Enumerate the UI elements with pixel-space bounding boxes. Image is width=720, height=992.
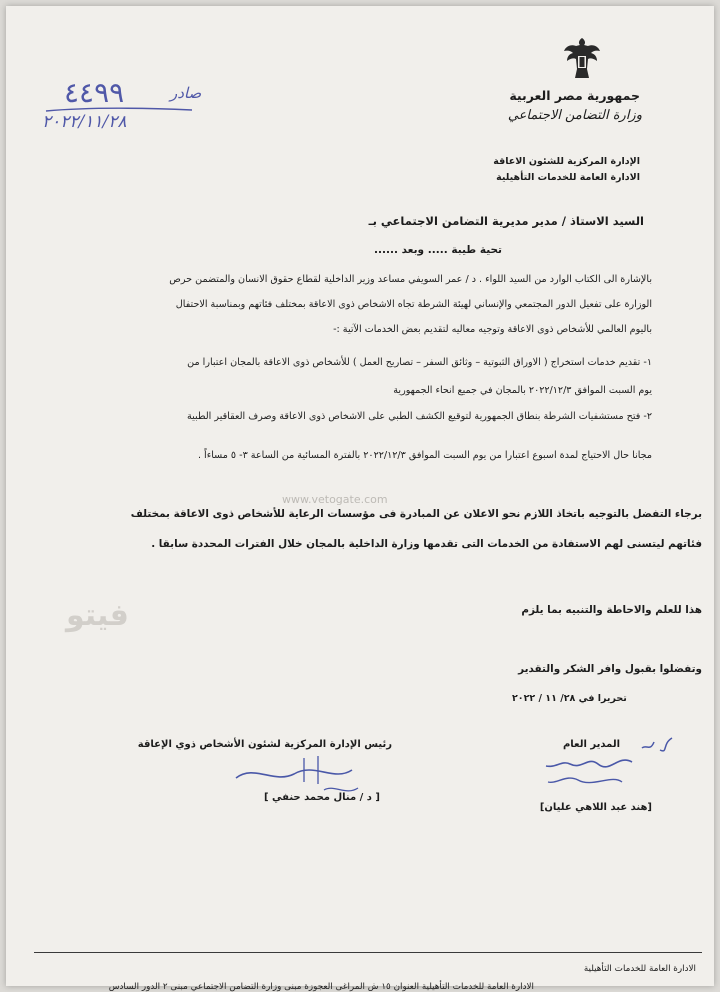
footer-divider [34, 952, 702, 953]
issue-date: تحريرا في ٢٨/ ١١ / ٢٠٢٢ [512, 693, 627, 704]
closing-note: هذا للعلم والاحاطة والتنبيه بما يلزم [521, 604, 702, 616]
body-item-1: ١- تقديم خدمات استخراج ( الاوراق الثبوتية – وثائق السفر – تصاريح العمل ) للأشخاص ذوى الاعاقة بالمجان اعتبارا من [187, 357, 652, 368]
body-item-1-cont: يوم السبت الموافق ٢٠٢٢/١٢/٣ بالمجان في جميع انحاء الجمهورية [393, 385, 652, 396]
request-line: برجاء التفضل بالتوجيه باتخاذ اللازم نحو الاعلان عن المبادرة فى مؤسسات الرعاية للأشخاص ذوى الاعاقة بمختلف [130, 508, 702, 520]
addressee: السيد الاستاذ / مدير مديرية التضامن الاجتماعي بـ [368, 214, 644, 228]
site-logo: فيتو [66, 598, 129, 633]
underline-stroke [42, 106, 202, 116]
outgoing-number: ٤٤٩٩ [64, 76, 125, 109]
handwritten-reference [42, 76, 202, 146]
signatory-name-right: [هند عبد اللاهي عليان] [539, 802, 652, 813]
letter-page [6, 6, 714, 992]
footer-address: الادارة العامة للخدمات التأهيلية العنوان ١٥ ش المراغى العجوزة مبنى وزارة التضامن الاجتماعي مبنى ٢ الدور السادس [108, 982, 534, 992]
signatory-title-left: رئيس الإدارة المركزية لشئون الأشخاص ذوي الإعاقة [137, 739, 392, 750]
eagle-emblem-icon [562, 36, 602, 82]
outgoing-date: ٢٠٢٢/١١/٢٨ [42, 112, 127, 132]
signatory-title-right: المدير العام [562, 739, 620, 750]
footer-department: الادارة العامة للخدمات التأهيلية [583, 964, 696, 974]
request-line: فئاتهم ليتسنى لهم الاستفادة من الخدمات التى تقدمها وزارة الداخلية بالمجان خلال الفترات المحددة سابقا . [151, 538, 702, 550]
general-admin-name: الادارة العامة للخدمات التأهيلية [496, 172, 640, 183]
country-name: جمهورية مصر العربية [509, 88, 640, 103]
body-line: بالإشارة الى الكتاب الوارد من السيد اللواء . د / عمر السويفي مساعد وزير الداخلية لقطاع حقوق الانسان والمتضمن حرص [169, 274, 652, 285]
body-line: باليوم العالمي للأشخاص ذوى الاعاقة وتوجيه معاليه لتقديم بعض الخدمات الآتية :- [333, 324, 652, 335]
closing-regards: وتفضلوا بقبول وافر الشكر والتقدير [518, 663, 702, 675]
body-line: الوزارة على تفعيل الدور المجتمعي والإنساني لهيئة الشرطة تجاه الاشخاص ذوى الاعاقة بمختلف فئاتهم وبمناسبة الاحتفال [175, 299, 652, 310]
watermark: www.vetogate.com [282, 493, 388, 506]
greeting: تحية طيبة ..... وبعد ...... [374, 244, 502, 256]
department-name: الإدارة المركزية للشئون الاعاقة [493, 156, 640, 167]
signatory-name-left: [ د / منال محمد حنفي ] [263, 792, 380, 803]
ministry-name: وزارة التضامن الاجتماعي [507, 108, 642, 123]
outgoing-label: صادر [170, 84, 202, 102]
body-item-2-cont: مجانا حال الاحتياج لمدة اسبوع اعتبارا من يوم السبت الموافق ٢٠٢٢/١٢/٣ بالفترة المسائية من الساعة ٣- ٥ مساءاً . [197, 450, 652, 461]
body-item-2: ٢- فتح مستشفيات الشرطة بنطاق الجمهورية لتوقيع الكشف الطبي على الاشخاص ذوى الاعاقة وصرف العقاقير الطبية [186, 411, 652, 422]
